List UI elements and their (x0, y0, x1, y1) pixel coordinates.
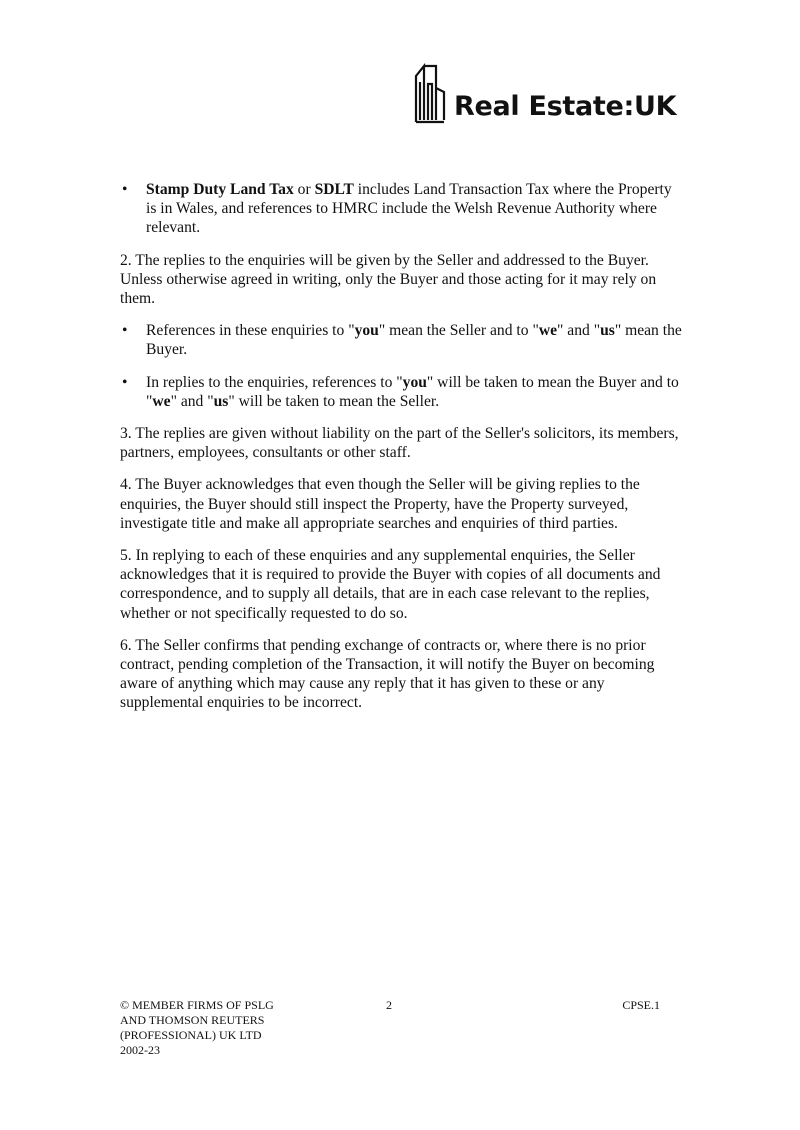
text: or (293, 181, 315, 198)
term-sdlt: SDLT (314, 181, 354, 198)
term-you: you (402, 373, 427, 391)
logo-text: Real Estate:UK (454, 91, 677, 122)
text: " mean the Seller and to " (378, 322, 539, 340)
paragraph-4: 4. The Buyer acknowledges that even though the Seller will be giving replies to the enquiries, the Buyer should still inspect the Property, have the Property surveyed, investigate title and make all appropriate searches and enquiries of third parties. (120, 476, 640, 532)
real-estate-uk-logo (414, 62, 676, 124)
term-us: us (600, 322, 615, 340)
term-stamp-duty: Stamp Duty Land Tax (146, 181, 294, 198)
bullet-dot: • (122, 181, 128, 198)
text: " will be taken to mean the Buyer and to " (146, 373, 679, 410)
bullet-replies (120, 373, 682, 411)
paragraph-5: 5. In replying to each of these enquiries and any supplemental enquiries, the Seller acknowledges that it is required to provide the Buyer with copies of all documents and correspondence, and to supply all details, that are in each case relevant to the replies, whether or not specifically requested to do so. (120, 547, 661, 622)
text: " mean the Buyer. (146, 322, 682, 359)
building-logo-icon (414, 62, 448, 124)
bullet-dot: • (122, 322, 128, 340)
footer-line: AND THOMSON REUTERS (120, 1013, 265, 1027)
text: includes Land Transaction Tax where the Property is in Wales, and references to HMRC include the Welsh Revenue Authority where relevant. (146, 181, 672, 237)
document-body (120, 180, 682, 726)
paragraph-6: 6. The Seller confirms that pending exchange of contracts or, where there is no prior contract, pending completion of the Transaction, it will notify the Buyer on becoming aware of anything which may cause any reply that it has given to these or any supplemental enquiries to be incorrect. (120, 636, 655, 712)
text: In replies to the enquiries, references to " (146, 373, 403, 391)
bullet-sdlt (120, 180, 682, 238)
footer-line: © MEMBER FIRMS OF PSLG (120, 998, 274, 1012)
paragraph-2: 2. The replies to the enquiries will be given by the Seller and addressed to the Buyer. Unless otherwise agreed in writing, only the Buyer and those acting for it may rely on them. (120, 251, 657, 308)
bullet-dot: • (122, 373, 128, 391)
text: References in these enquiries to " (146, 322, 355, 340)
footer-copyright (120, 998, 320, 1058)
text: " and " (170, 392, 214, 410)
page-number: 2 (386, 998, 392, 1012)
term-we: we (538, 322, 558, 340)
bullet-references (120, 321, 682, 359)
term-we: we (152, 392, 171, 410)
term-you: you (354, 322, 379, 340)
footer-line: (PROFESSIONAL) UK LTD (120, 1028, 262, 1042)
document-code: CPSE.1 (622, 998, 660, 1012)
paragraph-3: 3. The replies are given without liability on the part of the Seller's solicitors, its members, partners, employees, consultants or other staff. (120, 425, 679, 462)
text: " and " (557, 322, 601, 340)
term-us: us (213, 392, 229, 410)
text: " will be taken to mean the Seller. (228, 392, 440, 410)
footer-line: 2002-23 (120, 1043, 160, 1057)
